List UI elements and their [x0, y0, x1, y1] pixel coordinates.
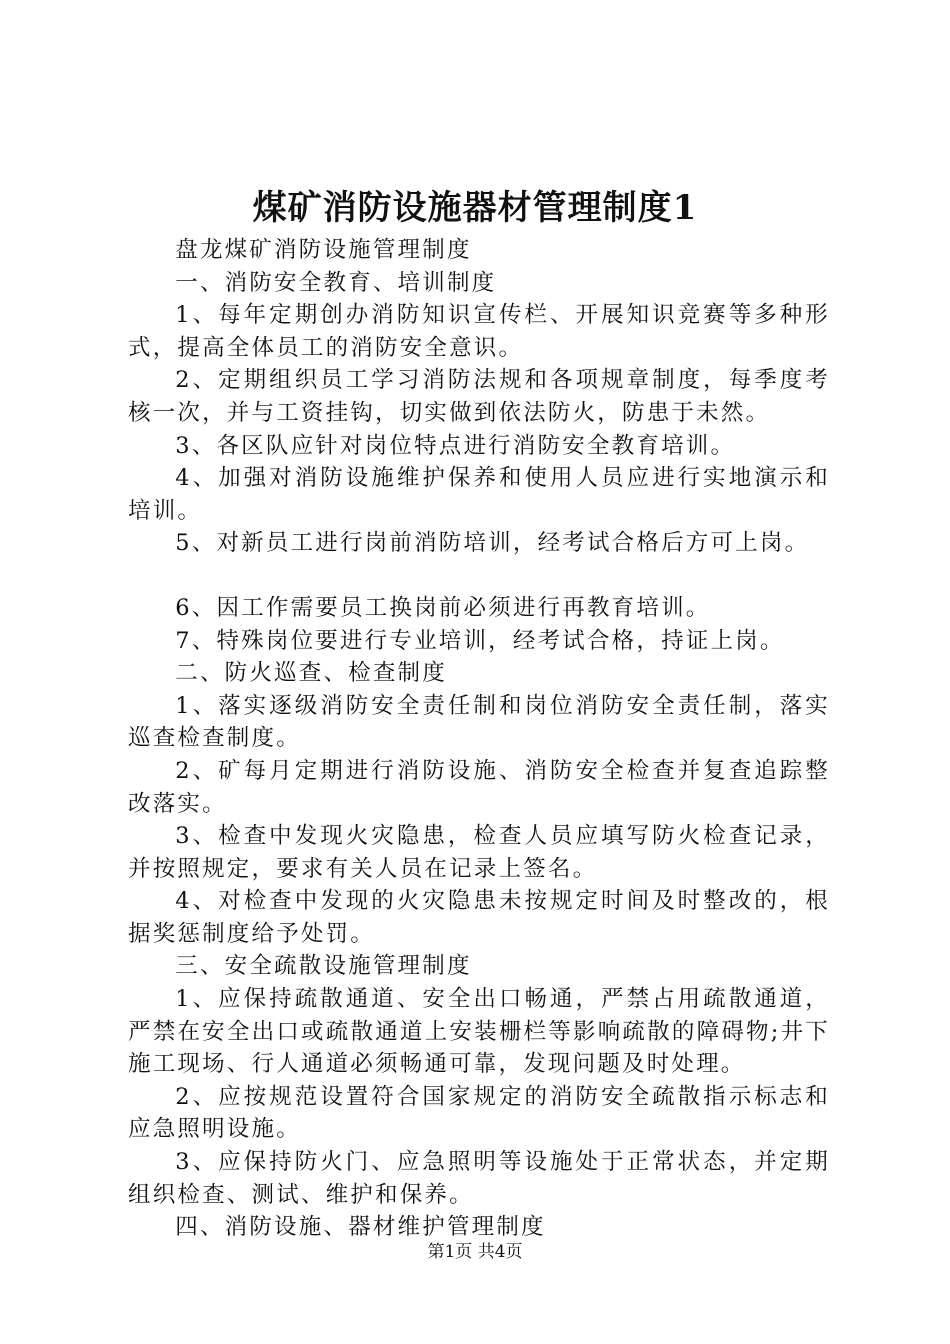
paragraph: 2、矿每月定期进行消防设施、消防安全检查并复查追踪整改落实。 — [128, 757, 830, 817]
section-heading: 四、消防设施、器材维护管理制度 — [175, 1214, 546, 1241]
section-heading: 三、安全疏散设施管理制度 — [175, 953, 472, 980]
paragraph: 3、检查中发现火灾隐患，检查人员应填写防火检查记录，并按照规定，要求有关人员在记录上签名。 — [128, 823, 830, 882]
paragraph: 2、定期组织员工学习消防法规和各项规章制度，每季度考核一次，并与工资挂钩，切实做到依法防火，防患于未然。 — [128, 367, 830, 426]
paragraph: 3、应保持防火门、应急照明等设施处于正常状态，并定期组织检查、测试、维护和保养。 — [128, 1149, 830, 1208]
paragraph: 6、因工作需要员工换岗前必须进行再教育培训。 — [175, 594, 711, 621]
section-heading: 二、防火巡查、检查制度 — [175, 660, 447, 687]
section-heading: 一、消防安全教育、培训制度 — [175, 269, 497, 296]
paragraph: 4、对检查中发现的火灾隐患未按规定时间及时整改的，根据奖惩制度给予处罚。 — [128, 888, 830, 947]
paragraph: 2、应按规范设置符合国家规定的消防安全疏散指示标志和应急照明设施。 — [128, 1083, 830, 1143]
paragraph: 5、对新员工进行岗前消防培训，经考试合格后方可上岗。 — [175, 530, 810, 557]
paragraph: 1、每年定期创办消防知识宣传栏、开展知识竞赛等多种形式，提高全体员工的消防安全意识。 — [128, 302, 830, 361]
paragraph: 1、应保持疏散通道、安全出口畅通，严禁占用疏散通道，严禁在安全出口或疏散通道上安装栅栏等影响疏散的障碍物;井下施工现场、行人通道必须畅通可靠，发现问题及时处理。 — [128, 986, 830, 1078]
paragraph: 盘龙煤矿消防设施管理制度 — [175, 237, 472, 263]
document-title: 煤矿消防设施器材管理制度1 — [252, 188, 698, 228]
paragraph: 1、落实逐级消防安全责任制和岗位消防安全责任制，落实巡查检查制度。 — [128, 692, 830, 752]
paragraph: 4、加强对消防设施维护保养和使用人员应进行实地演示和培训。 — [128, 465, 830, 524]
document-body — [128, 234, 830, 1244]
paragraph: 3、各区队应针对岗位特点进行消防安全教育培训。 — [175, 432, 736, 459]
page-footer: 第1页 共4页 — [427, 1242, 523, 1262]
paragraph: 7、特殊岗位要进行专业培训，经考试合格，持证上岗。 — [175, 627, 785, 654]
